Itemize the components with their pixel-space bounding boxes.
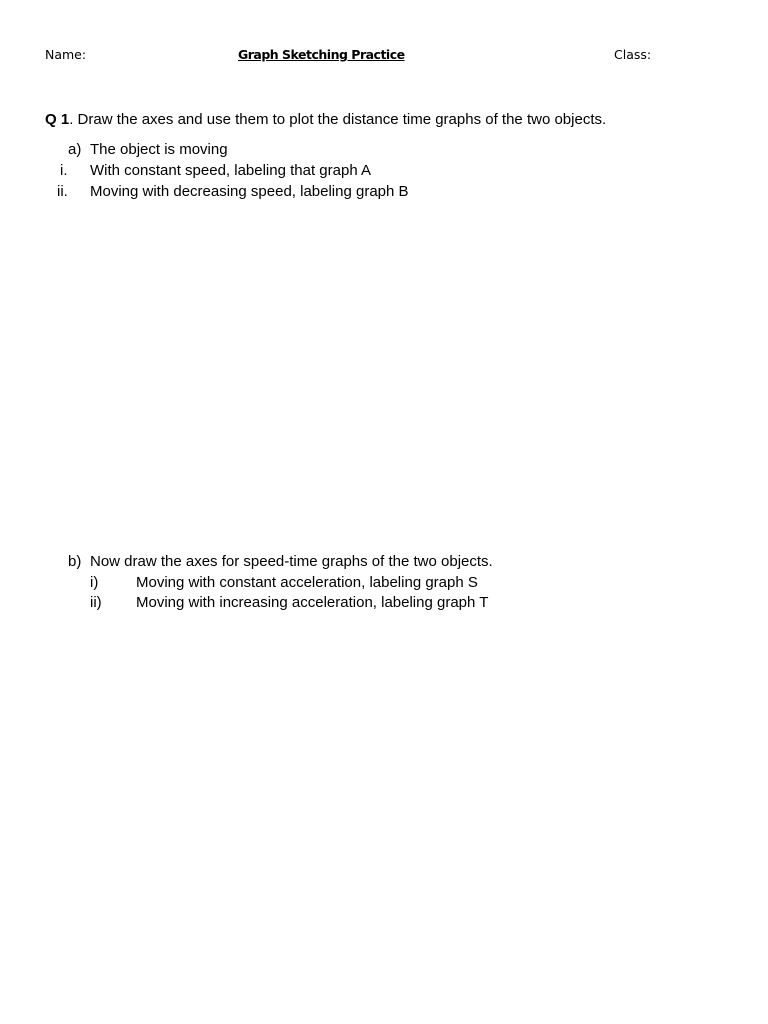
name-label: Name: — [45, 47, 87, 62]
part-a-item-2-marker: ii. — [57, 183, 68, 200]
class-label: Class: — [614, 47, 652, 62]
question-number: Q 1 — [45, 111, 70, 128]
question-1 — [45, 111, 606, 128]
part-a-text: The object is moving — [90, 141, 228, 158]
part-b-item-2-text: Moving with increasing acceleration, labeling graph T — [136, 594, 489, 611]
part-a-item-1-marker: i. — [60, 162, 68, 179]
part-b-text: Now draw the axes for speed-time graphs of the two objects. — [90, 553, 493, 570]
drawing-space-a — [45, 210, 725, 540]
page-title: Graph Sketching Practice — [238, 47, 405, 62]
part-b-item-1-marker: i) — [90, 574, 99, 591]
part-a-marker: a) — [68, 141, 82, 158]
part-b-marker: b) — [68, 553, 82, 570]
part-a-item-2-text: Moving with decreasing speed, labeling graph B — [90, 183, 409, 200]
question-prompt: . Draw the axes and use them to plot the distance time graphs of the two objects. — [69, 111, 607, 128]
part-a-item-1-text: With constant speed, labeling that graph A — [90, 162, 372, 179]
drawing-space-b — [45, 620, 725, 1000]
part-b-item-1-text: Moving with constant acceleration, labeling graph S — [136, 574, 478, 591]
part-b-item-2-marker: ii) — [90, 594, 102, 611]
